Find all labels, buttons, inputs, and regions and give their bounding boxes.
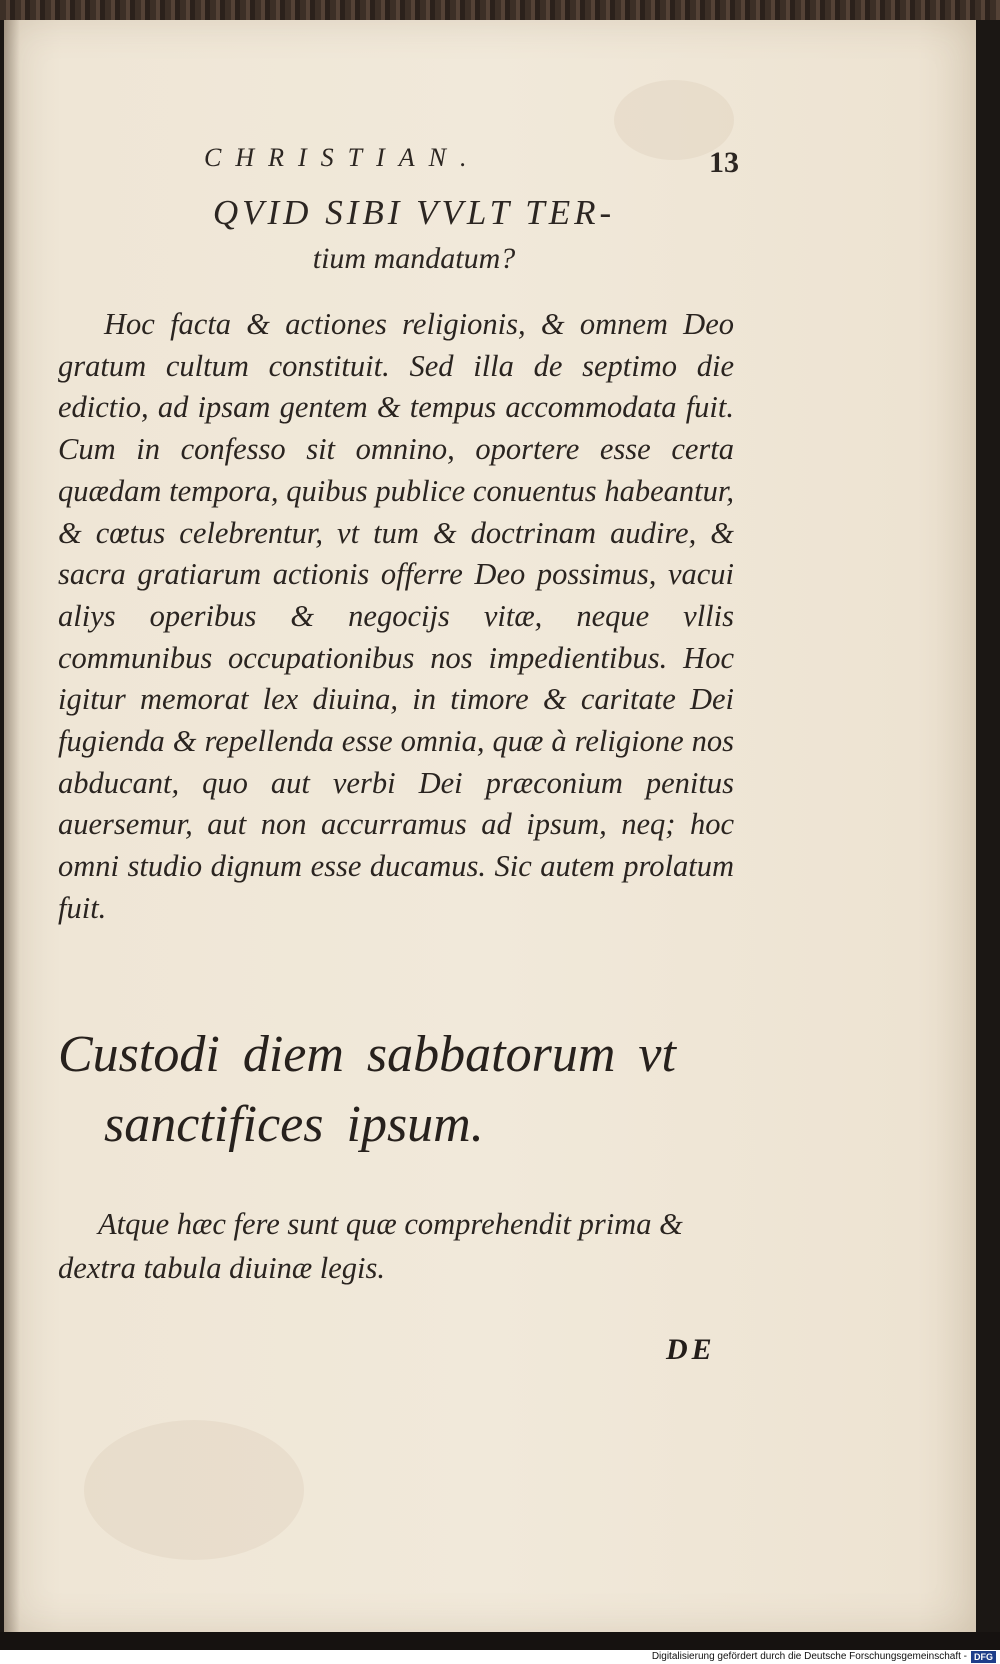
answer-paragraph: Hoc facta & actiones religionis, & omnem Deo gratum cultum constituit. Sed illa de septimo die edictio, ad ipsam gentem & tempus accommodata fuit. Cum in confesso sit omnino, oportere esse certa quædam tempora, quibus publice conuentus habeantur, & cœtus celebrentur, vt tum & doctrinam audire, & sacra gratiarum actionis offerre Deo possimus, vacui aliys operibus & negocijs vitæ, neque vllis communibus occupationibus nos impedientibus. Hoc igitur memorat lex diuina, in timore & caritate Dei fugienda & repellenda esse omnia, quæ à religione nos abducant, quo aut verbi Dei præconium penitus auersemur, aut non accurramus ad ipsum, neq; hoc omni studio dignum esse ducamus. Sic autem prolatum fuit. xyxy=(58,307,734,925)
book-page xyxy=(4,20,976,1632)
page-number: 13 xyxy=(709,146,739,179)
scan-bottom-edge xyxy=(0,1632,1000,1650)
question-line-2: tium mandatum? xyxy=(312,242,516,275)
paper-stain xyxy=(84,1420,304,1560)
digitization-credit-bar xyxy=(0,1650,1000,1664)
closing-paragraph: Atque hæc fere sunt quæ comprehendit prima & dextra tabula diuinæ legis. xyxy=(58,1207,683,1285)
credit-text: Digitalisierung gefördert durch die Deutsche Forschungsgemeinschaft - xyxy=(651,1651,967,1662)
dfg-logo-icon: DFG xyxy=(971,1651,996,1663)
commandment-line-1: Custodi diem sabbatorum vt xyxy=(58,1026,676,1083)
commandment-text xyxy=(58,1020,748,1160)
commandment-line-2: sanctifices ipsum. xyxy=(104,1096,484,1153)
question-line-1: QVID SIBI VVLT TER- xyxy=(212,193,616,232)
running-head: CHRISTIAN. xyxy=(204,143,481,172)
scan-top-edge xyxy=(0,0,1000,20)
question-heading xyxy=(104,190,724,282)
catchword: DE xyxy=(666,1333,716,1366)
spine-shadow xyxy=(4,20,20,1632)
